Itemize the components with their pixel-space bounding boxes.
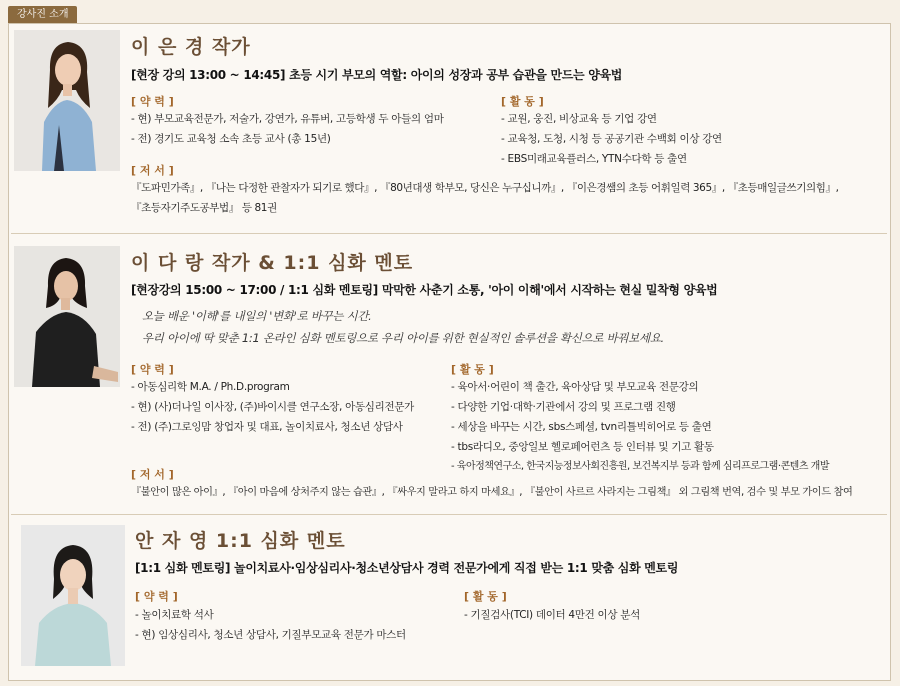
speaker-3-career-heading: [ 약 력 ] <box>135 590 178 603</box>
speaker-2-books <box>131 483 886 503</box>
speaker-2-photo <box>14 246 120 387</box>
speaker-3-career-list <box>135 605 406 645</box>
list-item: 『도파민가족』, 『나는 다정한 관찰자가 되기로 했다』, 『80년대생 학부모, 당신은 누구십니까』, 『이은경쌤의 초등 어휘일력 365』, 『초등매일글쓰기의힘』, <box>131 182 839 194</box>
speaker-1-activity-list <box>501 109 722 169</box>
list-item: 『초등자기주도공부법』 등 81권 <box>131 202 277 214</box>
list-item: - 기질검사(TCI) 데이터 4만건 이상 분석 <box>464 609 640 621</box>
list-item: - 교육청, 도청, 시청 등 공공기관 수백회 이상 강연 <box>501 133 722 145</box>
list-item: - 현) 부모교육전문가, 저술가, 강연가, 유튜버, 고등학생 두 아들의 엄마 <box>131 113 444 125</box>
speaker-3-activity-list <box>464 605 640 625</box>
list-item: - EBS미래교육플러스, YTN수다학 등 출연 <box>501 153 687 165</box>
speaker-2-name: 이 다 랑 작가 & 1:1 심화 멘토 <box>131 252 414 274</box>
list-item: - 전) (주)그로잉맘 창업자 및 대표, 놀이치료사, 청소년 상담사 <box>131 421 403 433</box>
subtitle-line: 우리 아이에 딱 맞춘 1:1 온라인 심화 멘토링으로 우리 아이를 위한 현실적인 솔루션을 확신으로 바꿔보세요. <box>142 331 664 345</box>
divider <box>11 233 887 234</box>
divider <box>11 514 887 515</box>
list-item: - 놀이치료학 석사 <box>135 609 214 621</box>
speaker-3-name: 안 자 영 1:1 심화 멘토 <box>135 530 346 552</box>
list-item: - 전) 경기도 교육청 소속 초등 교사 (총 15년) <box>131 133 331 145</box>
list-item: - 육아정책연구소, 한국지능정보사회진흥원, 보건복지부 등과 함께 심리프로그램·콘텐츠 개발 <box>451 461 829 472</box>
speakers-panel <box>8 23 891 681</box>
speaker-2-subtitle <box>142 305 664 349</box>
speaker-2-career-heading: [ 약 력 ] <box>131 363 174 376</box>
speaker-2-activity-list <box>451 377 829 477</box>
speaker-1-books-heading: [ 저 서 ] <box>131 164 174 177</box>
speaker-1-career-list <box>131 109 444 149</box>
list-item: - tbs라디오, 중앙일보 헬로페어런츠 등 인터뷰 및 기고 활동 <box>451 441 714 453</box>
speaker-1-lecture: [현장 강의 13:00 ~ 14:45] 초등 시기 부모의 역할: 아이의 성장과 공부 습관을 만드는 양육법 <box>131 68 623 82</box>
list-item: - 현) (사)더나일 이사장, (주)바이시클 연구소장, 아동심리전문가 <box>131 401 415 413</box>
speaker-2-lecture: [현장강의 15:00 ~ 17:00 / 1:1 심화 멘토링] 막막한 사춘기 소통, '아이 이해'에서 시작하는 현실 밀착형 양육법 <box>131 283 718 297</box>
list-item: - 아동심리학 M.A. / Ph.D.program <box>131 381 290 393</box>
speaker-3-lecture: [1:1 심화 멘토링] 놀이치료사·임상심리사·청소년상담사 경력 전문가에게 직접 받는 1:1 맞춤 심화 멘토링 <box>135 561 679 575</box>
speaker-1-photo <box>14 30 120 171</box>
list-item: - 현) 임상심리사, 청소년 상담사, 기질부모교육 전문가 마스터 <box>135 629 406 641</box>
speaker-3-activity-heading: [ 활 동 ] <box>464 590 507 603</box>
subtitle-line: 오늘 배운 '이해'를 내일의 '변화'로 바꾸는 시간. <box>142 309 372 323</box>
speaker-1-name: 이 은 경 작가 <box>131 36 251 58</box>
speaker-1-activity-heading: [ 활 동 ] <box>501 95 544 108</box>
list-item: - 교원, 웅진, 비상교육 등 기업 강연 <box>501 113 657 125</box>
list-item: 『불안이 많은 아이』, 『아이 마음에 상처주지 않는 습관』, 『싸우지 말라고 하지 마세요』, 『불안이 사르르 사라지는 그림책』 외 그림책 번역, 검수 및 부모 가이드 참여 <box>131 487 853 498</box>
speaker-2-activity-heading: [ 활 동 ] <box>451 363 494 376</box>
list-item: - 세상을 바꾸는 시간, sbs스페셜, tvn리틀빅히어로 등 출연 <box>451 421 712 433</box>
speaker-3-photo <box>21 525 125 666</box>
list-item: - 다양한 기업·대학·기관에서 강의 및 프로그램 진행 <box>451 401 676 413</box>
section-tab: 강사진 소개 <box>8 6 77 23</box>
speaker-2-career-list <box>131 377 414 437</box>
speaker-1-career-heading: [ 약 력 ] <box>131 95 174 108</box>
speaker-1-books <box>131 178 881 218</box>
speaker-2-books-heading: [ 저 서 ] <box>131 468 174 481</box>
list-item: - 육아서·어린이 책 출간, 육아상담 및 부모교육 전문강의 <box>451 381 699 393</box>
